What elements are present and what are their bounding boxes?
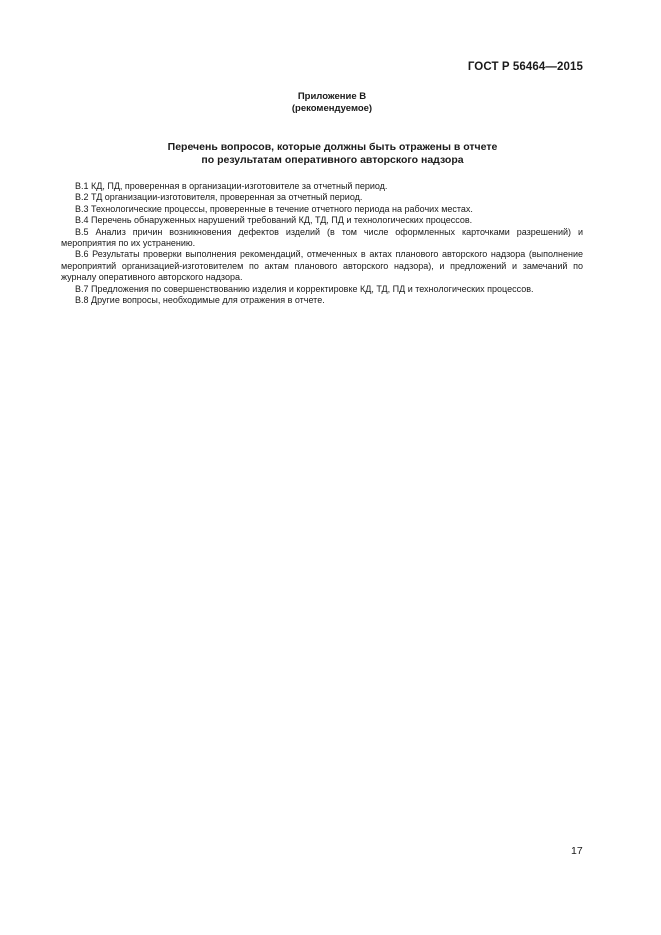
list-item: В.5 Анализ причин возникновения дефектов изделий (в том числе оформленных карточками разрешений) и мероприятия по их устранению.	[61, 226, 583, 249]
list-item: В.7 Предложения по совершенствованию изделия и корректировке КД, ТД, ПД и технологических процессов.	[75, 283, 534, 294]
list-item: В.3 Технологические процессы, проверенные в течение отчетного периода на рабочих местах.	[75, 203, 473, 214]
section-heading	[0, 141, 661, 167]
section-heading-line-2: по результатам оперативного авторского надзора	[201, 154, 464, 166]
page-number: 17	[571, 845, 583, 857]
item-list	[61, 181, 583, 306]
list-item: В.1 КД, ПД, проверенная в организации-изготовителе за отчетный период.	[75, 181, 388, 191]
section-heading-line-1: Перечень вопросов, которые должны быть отражены в отчете	[167, 141, 498, 153]
annex-title-block	[0, 91, 661, 115]
list-item: В.6 Результаты проверки выполнения рекомендаций, отмеченных в актах планового авторского надзора (выполнение мероприятий организацией-изготовителем по актам планового авторского надзора), и предложений и замечаний по журналу оперативного авторского надзора.	[61, 249, 583, 283]
list-item: В.2 ТД организации-изготовителя, проверенная за отчетный период.	[75, 192, 363, 203]
standard-number: ГОСТ Р 56464—2015	[467, 61, 583, 73]
list-item: В.8 Другие вопросы, необходимые для отражения в отчете.	[75, 295, 325, 306]
list-item: В.4 Перечень обнаруженных нарушений требований КД, ТД, ПД и технологических процессов.	[75, 215, 473, 226]
annex-title: Приложение В	[297, 91, 367, 102]
annex-status: (рекомендуемое)	[291, 103, 373, 114]
